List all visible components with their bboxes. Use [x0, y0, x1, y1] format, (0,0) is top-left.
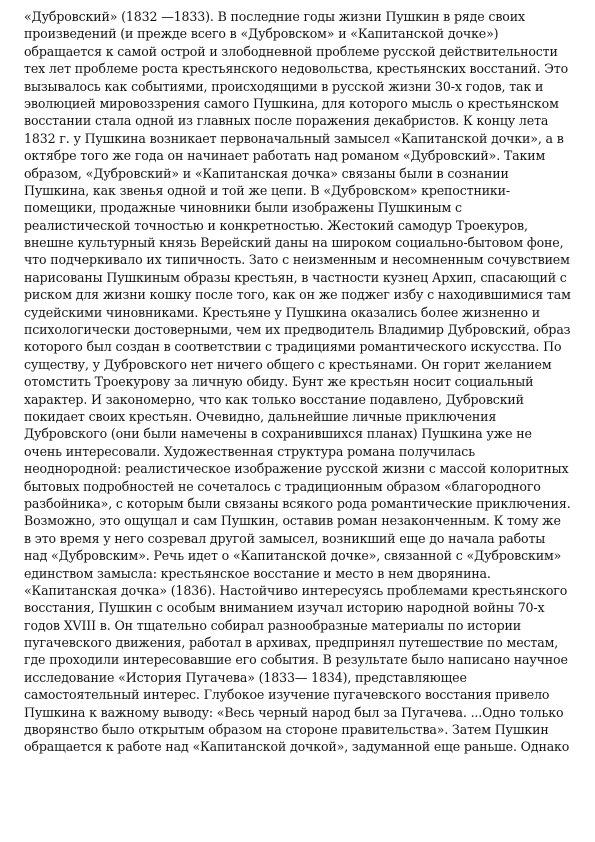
text-line: внешне культурный князь Верейский даны на широком социально-бытовом фоне, [24, 235, 564, 251]
text-line: помещики, продажные чиновники были изображены Пушкиным с [24, 200, 462, 216]
text-line: существу, у Дубровского нет ничего общего с крестьянами. Он горит желанием [24, 356, 552, 372]
text-line: отомстить Троекурову за личную обиду. Бунт же крестьян носит социальный [24, 374, 534, 390]
body-text [24, 8, 584, 756]
text-line: разбойника», с которым были связаны всякого рода романтические приключения. [24, 495, 571, 511]
text-line: исследование «История Пугачева» (1833— 1834), представляющее [24, 669, 467, 685]
text-line: в это время у него созревал другой замысел, возникший еще до начала работы [24, 530, 546, 546]
text-line: обращается к самой острой и злободневной проблеме русской действительности [24, 43, 558, 59]
text-line: образом, «Дубровский» и «Капитанская дочка» связаны были в сознании [24, 165, 509, 181]
text-line: неоднородной: реалистическое изображение русской жизни с массой колоритных [24, 461, 569, 477]
text-line: покидает своих крестьян. Очевидно, дальнейшие личные приключения [24, 408, 497, 424]
text-line: очень интересовали. Художественная структура романа получилась [24, 443, 475, 459]
text-line: что подчеркивало их типичность. Зато с неизменным и несомненным сочувствием [24, 252, 570, 268]
text-line: октябре того же года он начинает работать над романом «Дубровский». Таким [24, 148, 546, 164]
text-line: Возможно, это ощущал и сам Пушкин, оставив роман незаконченным. К тому же [24, 513, 561, 529]
text-line: единством замысла: крестьянское восстание и место в нем дворянина. [24, 565, 491, 581]
text-line: риском для жизни кошку после того, как он же поджег избу с находившимися там [24, 287, 571, 303]
text-line: Пушкина к важному выводу: «Весь черный народ был за Пугачева. ...Одно только [24, 704, 564, 720]
text-line: самостоятельный интерес. Глубокое изучение пугачевского восстания привело [24, 687, 550, 703]
text-line: Пушкина, как звенья одной и той же цепи. В «Дубровском» крепостники- [24, 182, 511, 198]
text-line: над «Дубровским». Речь идет о «Капитанской дочке», связанной с «Дубровским» [24, 548, 562, 564]
text-line: психологически достоверными, чем их предводитель Владимир Дубровский, образ [24, 322, 571, 338]
text-line: где проходили интересовавшие его события. В результате было написано научное [24, 652, 568, 668]
text-line: произведений (и прежде всего в «Дубровском» и «Капитанской дочке») [24, 26, 499, 42]
text-line: пугачевского движения, работал в архивах, предпринял путешествие по местам, [24, 635, 559, 651]
text-line: бытовых подробностей не сочеталось с традиционным образом «благородного [24, 478, 541, 494]
text-line: годов XVIII в. Он тщательно собирал разнообразные материалы по истории [24, 617, 521, 633]
text-line: Дубровского (они были намечены в сохранившихся планах) Пушкина уже не [24, 426, 532, 442]
text-line: 1832 г. у Пушкина возникает первоначальный замысел «Капитанской дочки», а в [24, 130, 564, 146]
text-line: вызывалось как событиями, происходящими в русской жизни 30-х годов, так и [24, 78, 544, 94]
text-line: восстания, Пушкин с особым вниманием изучал историю народной войны 70-х [24, 600, 545, 616]
text-line: тех лет проблеме роста крестьянского недовольства, крестьянских восстаний. Это [24, 61, 569, 77]
text-line: восстании стала одной из главных после поражения декабристов. К концу лета [24, 113, 549, 129]
text-line: которого был создан в соответствии с традициями романтического искусства. По [24, 339, 562, 355]
text-line: судейскими чиновниками. Крестьяне у Пушкина оказались более жизненно и [24, 304, 541, 320]
text-line: эволюцией мировоззрения самого Пушкина, для которого мысль о крестьянском [24, 95, 559, 111]
text-line: реалистической точностью и конкретностью. Жестокий самодур Троекуров, [24, 217, 528, 233]
text-line: «Дубровский» (1832 —1833). В последние годы жизни Пушкин в ряде своих [24, 9, 525, 24]
text-line: «Капитанская дочка» (1836). Настойчиво интересуясь проблемами крестьянского [24, 582, 568, 598]
text-line: нарисованы Пушкиным образы крестьян, в частности кузнец Архип, спасающий с [24, 269, 567, 285]
text-line: характер. И закономерно, что как только восстание подавлено, Дубровский [24, 391, 524, 407]
text-line: обращается к работе над «Капитанской дочкой», задуманной еще раньше. Однако [24, 739, 570, 755]
text-line: дворянство было открытым образом на стороне правительства». Затем Пушкин [24, 722, 549, 738]
